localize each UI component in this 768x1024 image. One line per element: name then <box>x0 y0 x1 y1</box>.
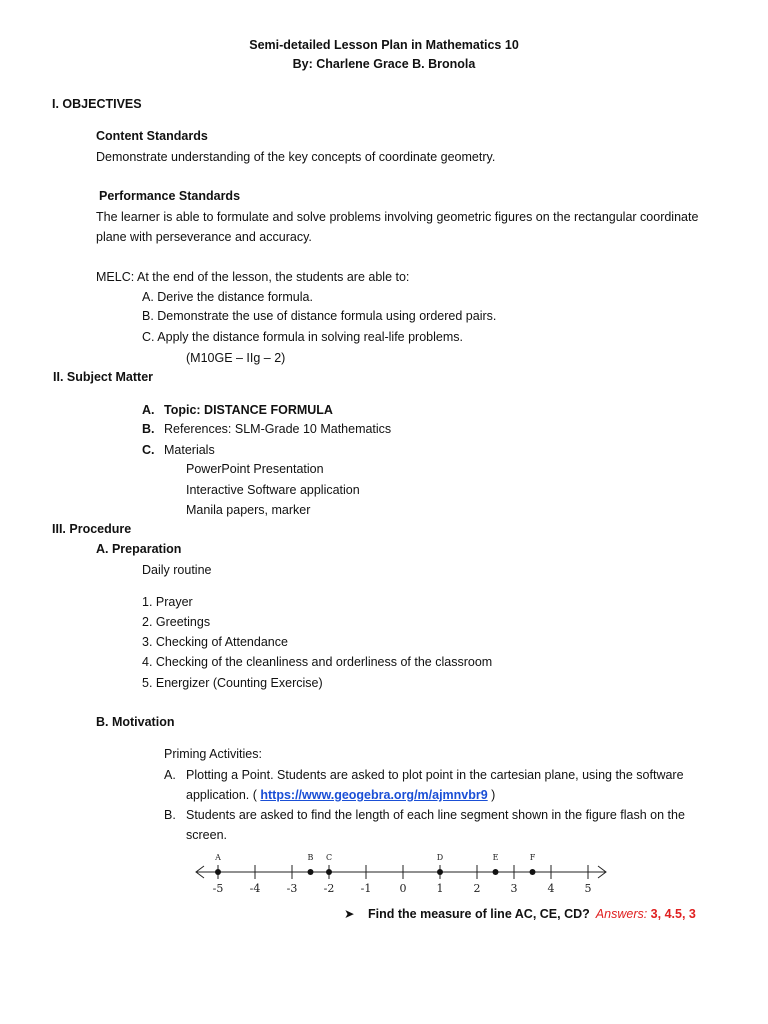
routine-item: 2. Greetings <box>142 615 211 629</box>
geogebra-link[interactable]: https://www.geogebra.org/m/ajmnvbr9 <box>260 788 488 802</box>
procedure-heading: III. Procedure <box>52 522 132 536</box>
activity-b-marker: B. <box>164 808 176 822</box>
daily-routine-label: Daily routine <box>142 563 212 577</box>
subject-item-marker: A. <box>142 403 155 417</box>
subject-item-marker: C. <box>142 443 155 457</box>
routine-item: 4. Checking of the cleanliness and orderliness of the classroom <box>142 655 493 669</box>
document-author: By: Charlene Grace B. Bronola <box>292 57 476 71</box>
activity-a-line-1: Plotting a Point. Students are asked to plot point in the cartesian plane, using the software <box>186 768 684 782</box>
performance-standards-heading: Performance Standards <box>99 189 241 203</box>
melc-item: B. Demonstrate the use of distance formula using ordered pairs. <box>142 309 497 323</box>
answers <box>596 907 696 921</box>
routine-item: 5. Energizer (Counting Exercise) <box>142 676 323 690</box>
question-line <box>344 906 696 922</box>
tick-label: -4 <box>249 882 261 895</box>
activity-a-line-2 <box>186 787 495 803</box>
activity-b-line-1: Students are asked to find the length of each line segment shown in the figure flash on the <box>186 808 685 822</box>
tick-label: 1 <box>436 882 444 895</box>
material-item: Manila papers, marker <box>186 503 311 517</box>
activity-a-marker: A. <box>164 768 176 782</box>
subject-item-materials: Materials <box>164 443 215 457</box>
document-title: Semi-detailed Lesson Plan in Mathematics 10 <box>249 38 519 52</box>
answers-values: 3, 4.5, 3 <box>647 907 696 921</box>
content-standards-heading: Content Standards <box>96 129 208 143</box>
point-marker <box>308 869 314 875</box>
melc-intro <box>96 269 409 285</box>
melc-code: (M10GE – IIg – 2) <box>186 351 286 365</box>
objectives-heading: I. OBJECTIVES <box>52 97 142 111</box>
point-marker <box>215 869 221 875</box>
tick-label: 5 <box>584 882 592 895</box>
point-marker <box>530 869 536 875</box>
question-text: Find the measure of line AC, CE, CD? <box>368 907 590 921</box>
answers-label: Answers: <box>595 907 648 921</box>
tick-label: -1 <box>360 882 372 895</box>
subject-item-marker: B. <box>142 422 155 436</box>
tick-label: 4 <box>547 882 555 895</box>
tick-label: -3 <box>286 882 298 895</box>
melc-item: A. Derive the distance formula. <box>142 290 313 304</box>
point-label: A <box>215 853 221 862</box>
point-marker <box>326 869 332 875</box>
tick-label: -5 <box>212 882 224 895</box>
preparation-heading: A. Preparation <box>96 542 182 556</box>
arrow-bullet-icon: ➤ <box>344 907 355 921</box>
subject-matter-heading: II. Subject Matter <box>53 370 154 384</box>
subject-item-references: References: SLM-Grade 10 Mathematics <box>164 422 392 436</box>
point-marker <box>437 869 443 875</box>
performance-standards-line-2: plane with perseverance and accuracy. <box>96 230 312 244</box>
point-marker <box>493 869 499 875</box>
subject-item-topic: Topic: DISTANCE FORMULA <box>164 403 333 417</box>
melc-label: MELC: <box>96 270 135 284</box>
melc-item: C. Apply the distance formula in solving real-life problems. <box>142 330 463 344</box>
tick-label: -2 <box>323 882 335 895</box>
tick-label: 2 <box>473 882 481 895</box>
melc-text: At the end of the lesson, the students are able to: <box>134 270 410 284</box>
tick-label: 3 <box>510 882 518 895</box>
point-label: B <box>307 853 314 862</box>
point-label: D <box>436 853 444 862</box>
material-item: PowerPoint Presentation <box>186 462 324 476</box>
priming-heading: Priming Activities: <box>164 747 262 761</box>
activity-a-prefix: application. ( <box>186 788 261 802</box>
content-standards-text: Demonstrate understanding of the key concepts of coordinate geometry. <box>96 150 496 164</box>
activity-a-suffix: ) <box>487 788 496 802</box>
number-line-figure <box>190 846 620 898</box>
point-label: E <box>492 853 499 862</box>
performance-standards-line-1: The learner is able to formulate and solve problems involving geometric figures on the rectangular coordinate <box>96 210 699 224</box>
point-label: F <box>529 853 536 862</box>
material-item: Interactive Software application <box>186 483 360 497</box>
tick-label: 0 <box>399 882 407 895</box>
point-label: C <box>325 853 333 862</box>
motivation-heading: B. Motivation <box>96 715 175 729</box>
activity-b-line-2: screen. <box>186 828 227 842</box>
routine-item: 3. Checking of Attendance <box>142 635 288 649</box>
routine-item: 1. Prayer <box>142 595 193 609</box>
